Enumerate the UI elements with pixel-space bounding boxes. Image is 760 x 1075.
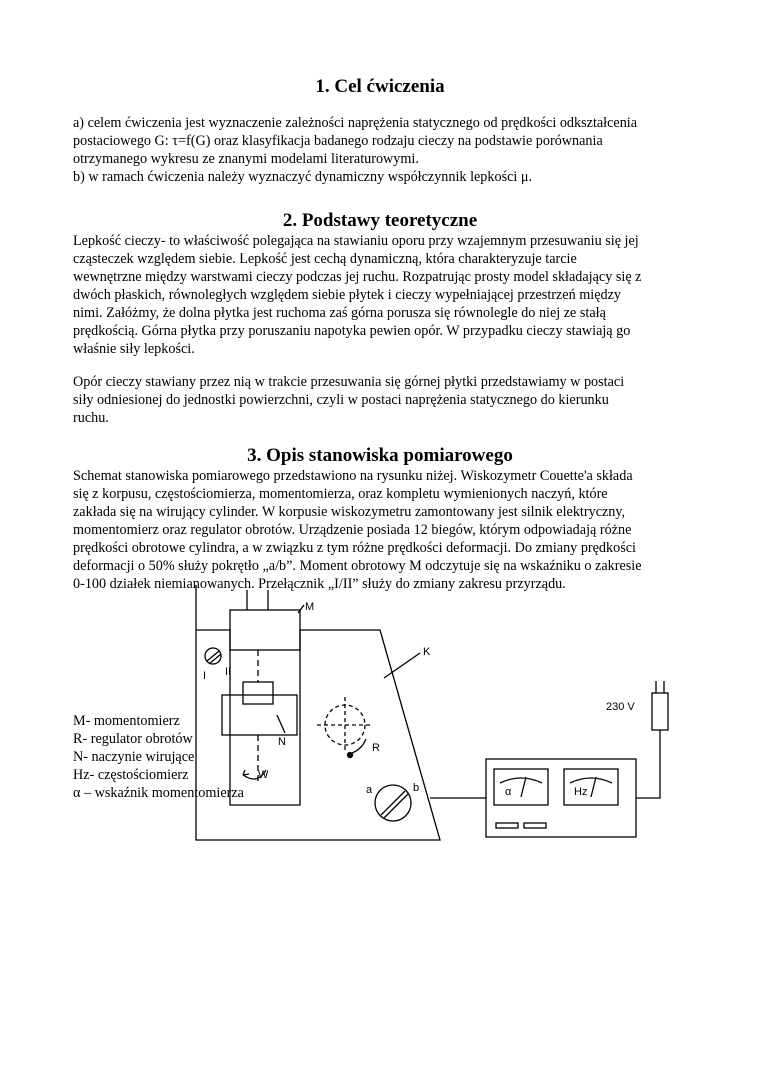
section-2-paragraph-1 <box>73 232 693 358</box>
text-line: deformacji o 50% służy pokrętło „a/b”. Moment obrotowy M odczytuje się na wskaźniku o zakresie <box>73 558 642 574</box>
frequency-meter-scale <box>570 778 612 783</box>
legend-item: N- naczynie wirujące <box>73 749 195 765</box>
legend-item: M- momentomierz <box>73 713 180 729</box>
section-2-title: 2. Podstawy teoretyczne <box>282 210 478 231</box>
text-line: prędkością. Górna płytka przy poruszaniu napotyka pewien opór. W przypadku cieczy stawiają go <box>73 323 631 339</box>
text-line: b) w ramach ćwiczenia należy wyznaczyć dynamiczny współczynnik lepkości μ. <box>73 169 533 185</box>
section-2-paragraph-2 <box>73 373 693 427</box>
section-1-body <box>73 114 693 186</box>
text-line: postaciowego G: τ=f(G) oraz klasyfikacja badanego rodzaju cieczy na podstawie porównania <box>73 133 603 149</box>
text-line: Opór cieczy stawiany przez nią w trakcie przesuwania się górnej płytki przedstawiamy w postaci <box>73 374 625 390</box>
label-n-leader <box>277 715 285 733</box>
regulator-arrow-icon <box>352 739 366 753</box>
text-line: właśnie siły lepkości. <box>73 341 195 357</box>
power-plug-icon <box>652 693 668 730</box>
label-b: b <box>413 782 420 794</box>
text-line: zakłada się na wirujący cylinder. W korpusie wiskozymetru zamontowany jest silnik elektryczny, <box>73 504 626 520</box>
frequency-meter-display <box>564 769 618 805</box>
text-line: cząsteczek względem siebie. Lepkość jest cechą dynamiczną, która charakteryzuje tarcie <box>73 251 577 267</box>
text-line: a) celem ćwiczenia jest wyznaczenie zależności naprężenia statycznego od prędkości odkształcenia <box>73 115 638 131</box>
range-switch-mark <box>207 651 219 661</box>
text-line: momentomierz oraz regulator obrotów. Urządzenie posiada 12 biegów, którym odpowiadają różne <box>73 522 632 538</box>
legend-item: R- regulator obrotów <box>73 731 193 747</box>
text-line: siły odniesionej do jednostki powierzchni, czyli w postaci naprężenia statycznego do kierunku <box>73 392 609 408</box>
label-n: N <box>278 736 286 748</box>
meter-switch-1 <box>496 823 518 828</box>
diagram-legend <box>73 712 244 802</box>
label-ii: II <box>225 666 232 678</box>
label-alpha: α <box>505 786 512 798</box>
speed-knob-mark <box>381 791 405 815</box>
section-1-title: 1. Cel ćwiczenia <box>315 76 445 97</box>
motor-housing <box>230 610 300 650</box>
meter-unit-box <box>486 759 636 837</box>
torque-meter-needle <box>521 777 526 797</box>
text-line: prędkości obrotowe cylindra, a w związku z tym różne prędkości deformacji. Do zmiany prędkości <box>73 540 636 556</box>
text-line: otrzymanego wykresu ze znanymi modelami literaturowymi. <box>73 151 419 167</box>
text-line: się z korpusu, częstościomierza, momentomierza, oraz kompletu wymienionych naczyń, które <box>73 486 608 502</box>
label-m-leader <box>298 605 304 613</box>
label-a: a <box>366 784 373 796</box>
label-hz: Hz <box>574 786 588 798</box>
section-3-body <box>73 467 693 593</box>
text-line: nimi. Załóżmy, że dolna płytka jest ruchoma zaś górna porusza się równolegle do niej ze stałą <box>73 305 606 321</box>
text-line: Lepkość cieczy- to właściwość polegająca na stawianiu oporu przy wzajemnym przesuwaniu się jej <box>73 233 639 249</box>
section-3-title: 3. Opis stanowiska pomiarowego <box>247 445 513 466</box>
text-line: Schemat stanowiska pomiarowego przedstawiono na rysunku niżej. Wiskozymetr Couette'a składa <box>73 468 633 484</box>
speed-knob-mark-2 <box>384 794 408 818</box>
label-k-leader <box>384 653 420 678</box>
text-line: dwóch płaskich, równoległych względem siebie płytek i cieczy wypełniającej przestrzeń między <box>73 287 621 303</box>
regulator-arrow-dot <box>348 753 353 758</box>
label-r: R <box>372 742 380 754</box>
label-m: M <box>305 601 315 613</box>
torque-meter-scale <box>500 778 542 783</box>
power-cable <box>636 730 660 798</box>
text-line: 0-100 działek niemianowanych. Przełącznik „I/II” służy do zmiany zakresu przyrządu. <box>73 576 566 592</box>
frequency-meter-needle <box>591 777 596 797</box>
meter-switch-2 <box>524 823 546 828</box>
torque-meter-display <box>494 769 548 805</box>
legend-item: α – wskaźnik momentomierza <box>73 785 244 801</box>
label-230v: 230 V <box>606 701 635 713</box>
label-i: I <box>203 670 207 682</box>
legend-item: Hz- częstościomierz <box>73 767 189 783</box>
text-line: wewnętrzne między warstwami cieczy podczas jej ruchu. Rozpatrując prosty model składający się z <box>73 269 642 285</box>
label-w: W <box>258 769 269 781</box>
text-line: ruchu. <box>73 410 109 426</box>
rotating-cylinder <box>243 682 273 704</box>
label-k: K <box>423 646 431 658</box>
range-switch-mark-2 <box>209 654 221 664</box>
